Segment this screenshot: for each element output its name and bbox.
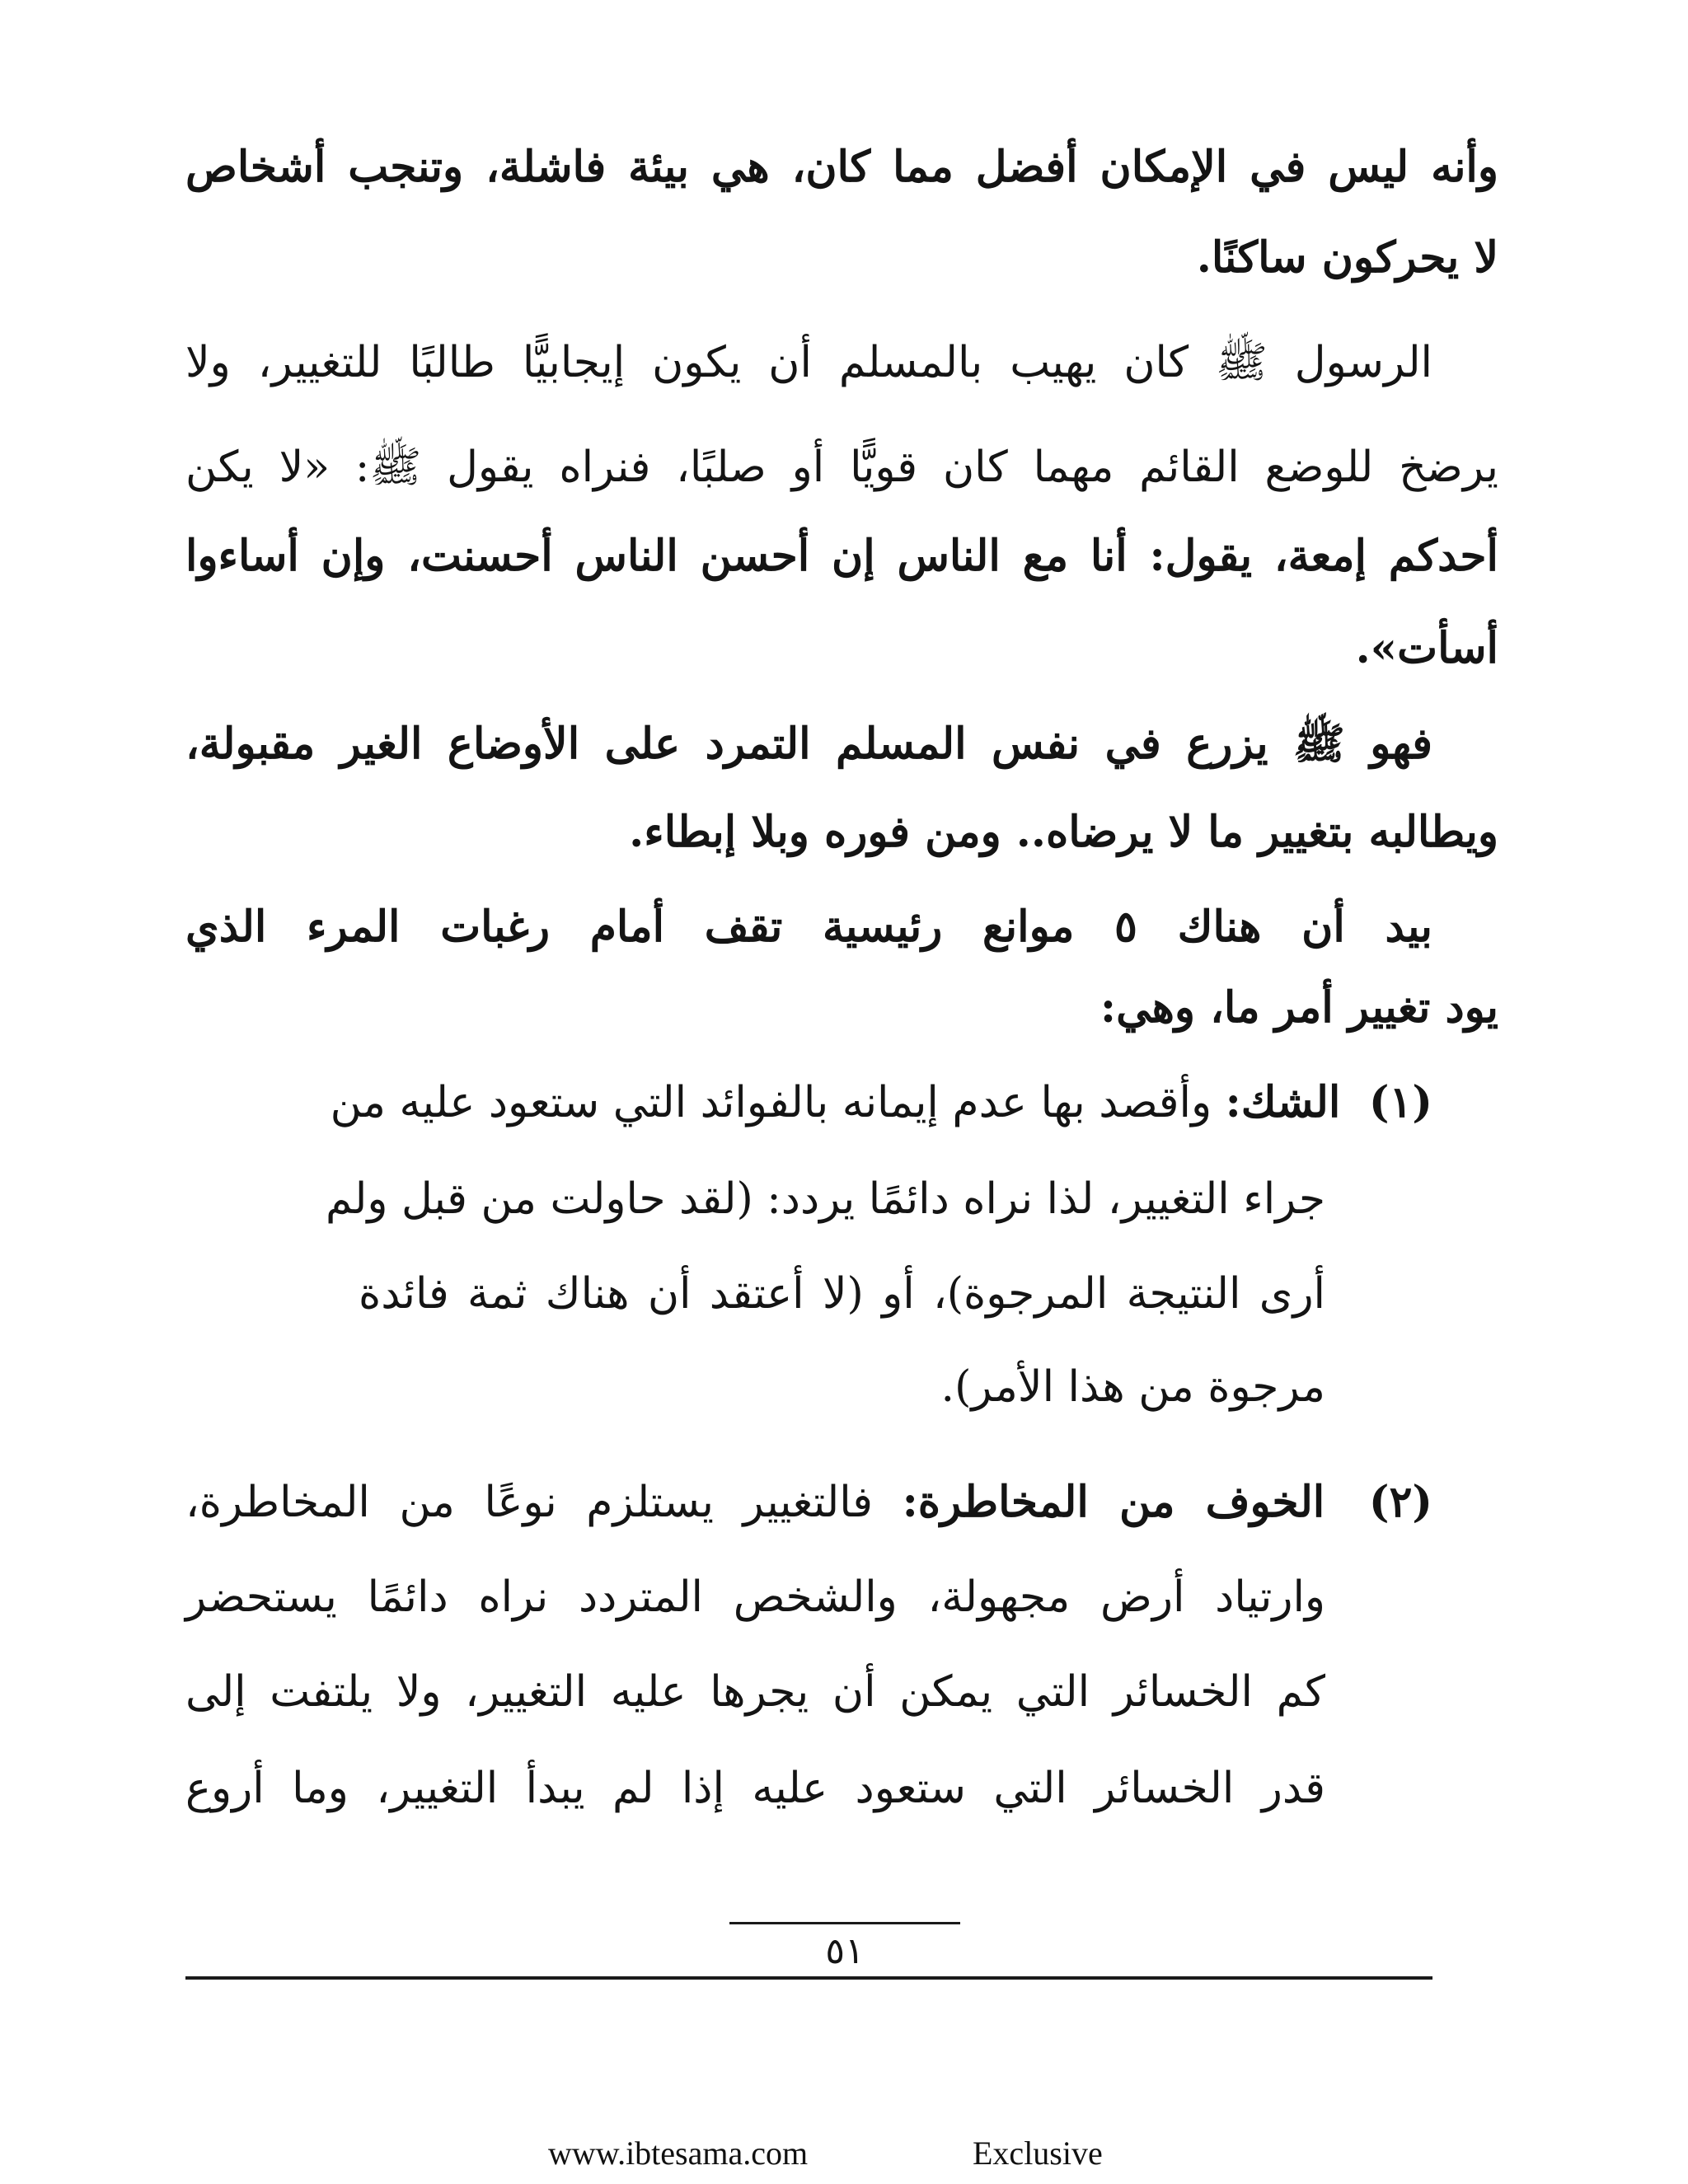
paragraph-2-line-4: أسأت». <box>1355 623 1498 673</box>
paragraph-2-line-3: أحدكم إمعة، يقول: أنا مع الناس إن أحسن الناس أحسنت، وإن أساءوا <box>185 531 1498 581</box>
paragraph-4-line-2: يود تغيير أمر ما، وهي: <box>1100 982 1498 1033</box>
list-item-1-heading: الشك: <box>1225 1077 1341 1127</box>
paragraph-3-line-1: فهو ﷺ يزرع في نفس المسلم التمرد على الأوضاع الغير مقبولة، <box>185 719 1432 769</box>
list-item-2-number: (٢) <box>1368 1477 1433 1527</box>
list-item-1-line-2: جراء التغيير، لذا نراه دائمًا يردد: (لقد حاولت من قبل ولم <box>325 1174 1325 1224</box>
list-item-1-number: (١) <box>1368 1077 1432 1127</box>
paragraph-2-line-2: يرضخ للوضع القائم مهما كان قويًّا أو صلبًا، فنراه يقول ﷺ: «لا يكن <box>185 443 1498 492</box>
footer-rule <box>185 1976 1432 1980</box>
list-item-1-text: وأقصد بها عدم إيمانه بالفوائد التي ستعود عليه من <box>330 1078 1212 1127</box>
footer-website: www.ibtesama.com <box>548 2135 809 2172</box>
list-item-2-line-2: وارتياد أرض مجهولة، والشخص المتردد نراه دائمًا يستحضر <box>185 1572 1325 1622</box>
list-item-1-line-4: مرجوة من هذا الأمر). <box>940 1362 1325 1412</box>
paragraph-1-line-1: وأنه ليس في الإمكان أفضل مما كان، هي بيئة فاشلة، وتنجب أشخاص <box>185 142 1498 192</box>
paragraph-2-line-1: الرسول ﷺ كان يهيب بالمسلم أن يكون إيجابيًّا طالبًا للتغيير، ولا <box>185 338 1432 387</box>
list-item-2-heading: الخوف من المخاطرة: <box>902 1477 1325 1527</box>
paragraph-4-line-1: بيد أن هناك ٥ موانع رئيسية تقف أمام رغبات المرء الذي <box>185 902 1432 952</box>
list-item-1-line-1 <box>330 1074 1432 1132</box>
list-item-2-text: فالتغيير يستلزم نوعًا من المخاطرة، <box>185 1478 873 1527</box>
list-item-2-line-3: كم الخسائر التي يمكن أن يجرها عليه التغيير، ولا يلتفت إلى <box>185 1667 1325 1717</box>
paragraph-1-line-2: لا يحركون ساكنًا. <box>1196 232 1498 283</box>
page-number-rule <box>729 1922 960 1924</box>
list-item-2-line-1 <box>185 1474 1432 1531</box>
footer-exclusive-label: Exclusive <box>973 2135 1103 2172</box>
paragraph-3-line-2: ويطالبه بتغيير ما لا يرضاه.. ومن فوره وبلا إبطاء. <box>629 807 1498 857</box>
list-item-1-line-3: أرى النتيجة المرجوة)، أو (لا أعتقد أن هناك ثمة فائدة <box>359 1269 1326 1319</box>
list-item-2-line-4: قدر الخسائر التي ستعود عليه إذا لم يبدأ التغيير، وما أروع <box>185 1764 1325 1813</box>
page-number: ٥١ <box>825 1930 865 1972</box>
